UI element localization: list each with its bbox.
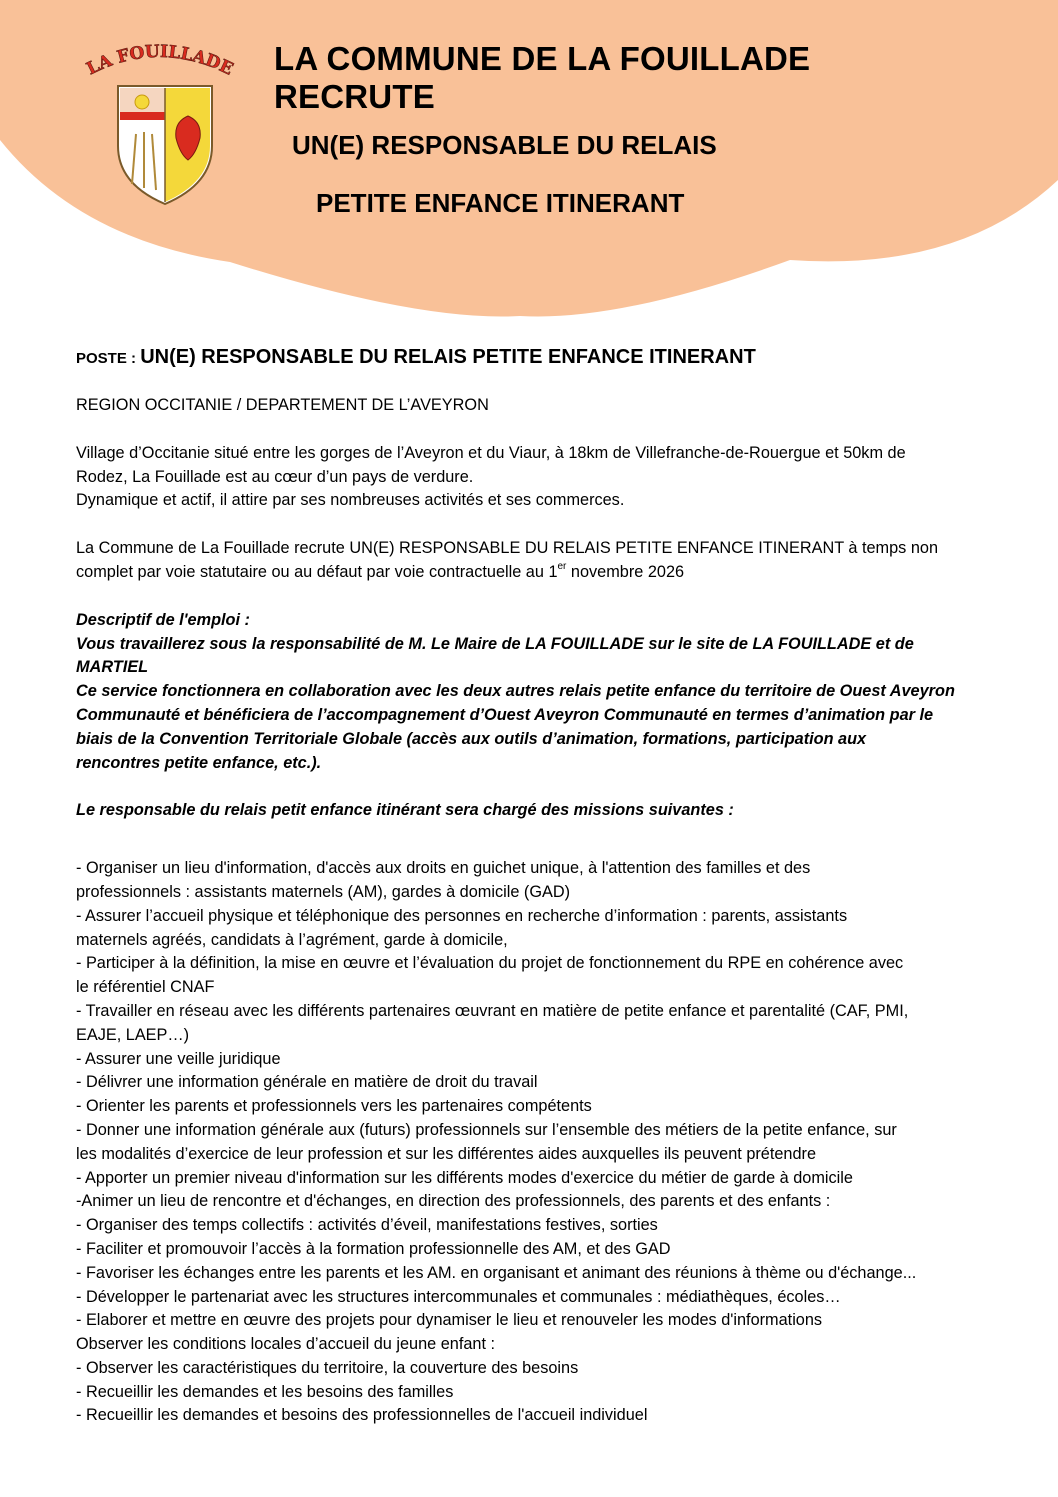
- mission-line: - Travailler en réseau avec les différents partenaires œuvrant en matière de petite enfance et parentalité (CAF, PMI,: [76, 1001, 909, 1020]
- mission-line: - Observer les caractéristiques du territoire, la couverture des besoins: [76, 1358, 579, 1377]
- mission-line: - Assurer une veille juridique: [76, 1049, 281, 1068]
- mission-line: - Délivrer une information générale en matière de droit du travail: [76, 1073, 538, 1092]
- mission-line: - Recueillir les demandes et besoins des professionnelles de l'accueil individuel: [76, 1406, 648, 1425]
- intro-line-2: Rodez, La Fouillade est au cœur d’un pays de verdure.: [76, 467, 474, 486]
- mission-line: - Orienter les parents et professionnels vers les partenaires compétents: [76, 1097, 592, 1116]
- recruit-line-1: La Commune de La Fouillade recrute UN(E) RESPONSABLE DU RELAIS PETITE ENFANCE ITINERANT à temps non: [76, 539, 939, 558]
- title-line-1: LA COMMUNE DE LA FOUILLADE: [274, 40, 811, 77]
- mission-line: maternels agréés, candidats à l’agrément, garde à domicile,: [76, 930, 508, 949]
- missions-heading: Le responsable du relais petit enfance itinérant sera chargé des missions suivantes :: [76, 801, 734, 820]
- mission-line: -Animer un lieu de rencontre et d'échanges, en direction des professionnels, des parents et des enfants :: [76, 1192, 831, 1211]
- mission-line: - Assurer l’accueil physique et téléphonique des personnes en recherche d’information : parents, assistants: [76, 906, 848, 925]
- mission-line: - Apporter un premier niveau d'information sur les différents modes d'exercice du métier de garde à domicile: [76, 1168, 853, 1187]
- mission-line: EAJE, LAEP…): [76, 1025, 190, 1044]
- mission-line: professionnels : assistants maternels (AM), gardes à domicile (GAD): [76, 882, 571, 901]
- description-line-6: rencontres petite enfance, etc.).: [76, 753, 322, 772]
- subtitle-line-2: PETITE ENFANCE ITINERANT: [316, 188, 685, 218]
- description-line-2: MARTIEL: [76, 658, 149, 677]
- recruit-line-2: [76, 561, 1006, 585]
- poste-heading: [76, 344, 1006, 372]
- description-line-3: Ce service fonctionnera en collaboration avec les deux autres relais petite enfance du territoire de Ouest Aveyron: [76, 682, 955, 701]
- mission-line: les modalités d’exercice de leur profession et sur les différentes aides auxquelles ils peuvent prétendre: [76, 1144, 817, 1163]
- logo-text: LA FOUILLADE: [83, 41, 237, 80]
- mission-line: Observer les conditions locales d’accueil du jeune enfant :: [76, 1335, 496, 1354]
- mission-line: - Participer à la définition, la mise en œuvre et l’évaluation du projet de fonctionnement du RPE en cohérence avec: [76, 954, 904, 973]
- mission-line: - Organiser un lieu d'information, d'accès aux droits en guichet unique, à l'attention des familles et des: [76, 859, 811, 878]
- coat-of-arms-icon: [118, 86, 212, 204]
- mission-line: - Organiser des temps collectifs : activités d’éveil, manifestations festives, sorties: [76, 1216, 658, 1235]
- description-line-5: biais de la Convention Territoriale Globale (accès aux outils d’animation, formations, participation aux: [76, 729, 867, 748]
- description-heading: Descriptif de l'emploi :: [76, 610, 250, 629]
- region-line: REGION OCCITANIE / DEPARTEMENT DE L’AVEYRON: [76, 396, 489, 414]
- mission-line: - Favoriser les échanges entre les parents et les AM. en organisant et animant des réunions à thème ou d'échange...: [76, 1263, 917, 1282]
- header-titles: [274, 40, 1034, 218]
- recruit-line-2-end: novembre 2026: [566, 562, 685, 581]
- description-line-4: Communauté et bénéficiera de l’accompagnement d’Ouest Aveyron Communauté en termes d’animation par le: [76, 705, 934, 724]
- document-body: [76, 344, 1006, 1428]
- description-line-1: Vous travaillerez sous la responsabilité de M. Le Maire de LA FOUILLADE sur le site de LA FOUILLADE et de: [76, 634, 914, 653]
- recruit-date-sup: er: [557, 560, 567, 572]
- recruit-line-2-text: complet par voie statutaire ou au défaut par voie contractuelle au 1: [76, 562, 558, 581]
- poste-value: UN(E) RESPONSABLE DU RELAIS PETITE ENFANCE ITINERANT: [140, 346, 756, 368]
- mission-line: - Donner une information générale aux (futurs) professionnels sur l’ensemble des métiers de la petite enfance, sur: [76, 1120, 897, 1139]
- intro-line-3: Dynamique et actif, il attire par ses nombreuses activités et ses commerces.: [76, 491, 625, 510]
- mission-line: - Faciliter et promouvoir l’accès à la formation professionnelle des AM, et des GAD: [76, 1239, 671, 1258]
- mission-line: - Développer le partenariat avec les structures intercommunales et communales : médiathèques, écoles…: [76, 1287, 841, 1306]
- subtitle-line-1: UN(E) RESPONSABLE DU RELAIS: [292, 130, 717, 160]
- mission-line: - Recueillir les demandes et les besoins des familles: [76, 1382, 454, 1401]
- intro-line-1: Village d’Occitanie situé entre les gorges de l’Aveyron et du Viaur, à 18km de Villefranche-de-Rouergue et 50km de: [76, 443, 906, 462]
- mission-line: le référentiel CNAF: [76, 978, 215, 997]
- commune-logo: [70, 34, 250, 209]
- mission-line: - Elaborer et mettre en œuvre des projets pour dynamiser le lieu et renouveler les modes d'informations: [76, 1311, 823, 1330]
- poste-label: POSTE :: [76, 350, 141, 367]
- title-line-2: RECRUTE: [274, 78, 435, 115]
- missions-list: [76, 857, 1006, 1428]
